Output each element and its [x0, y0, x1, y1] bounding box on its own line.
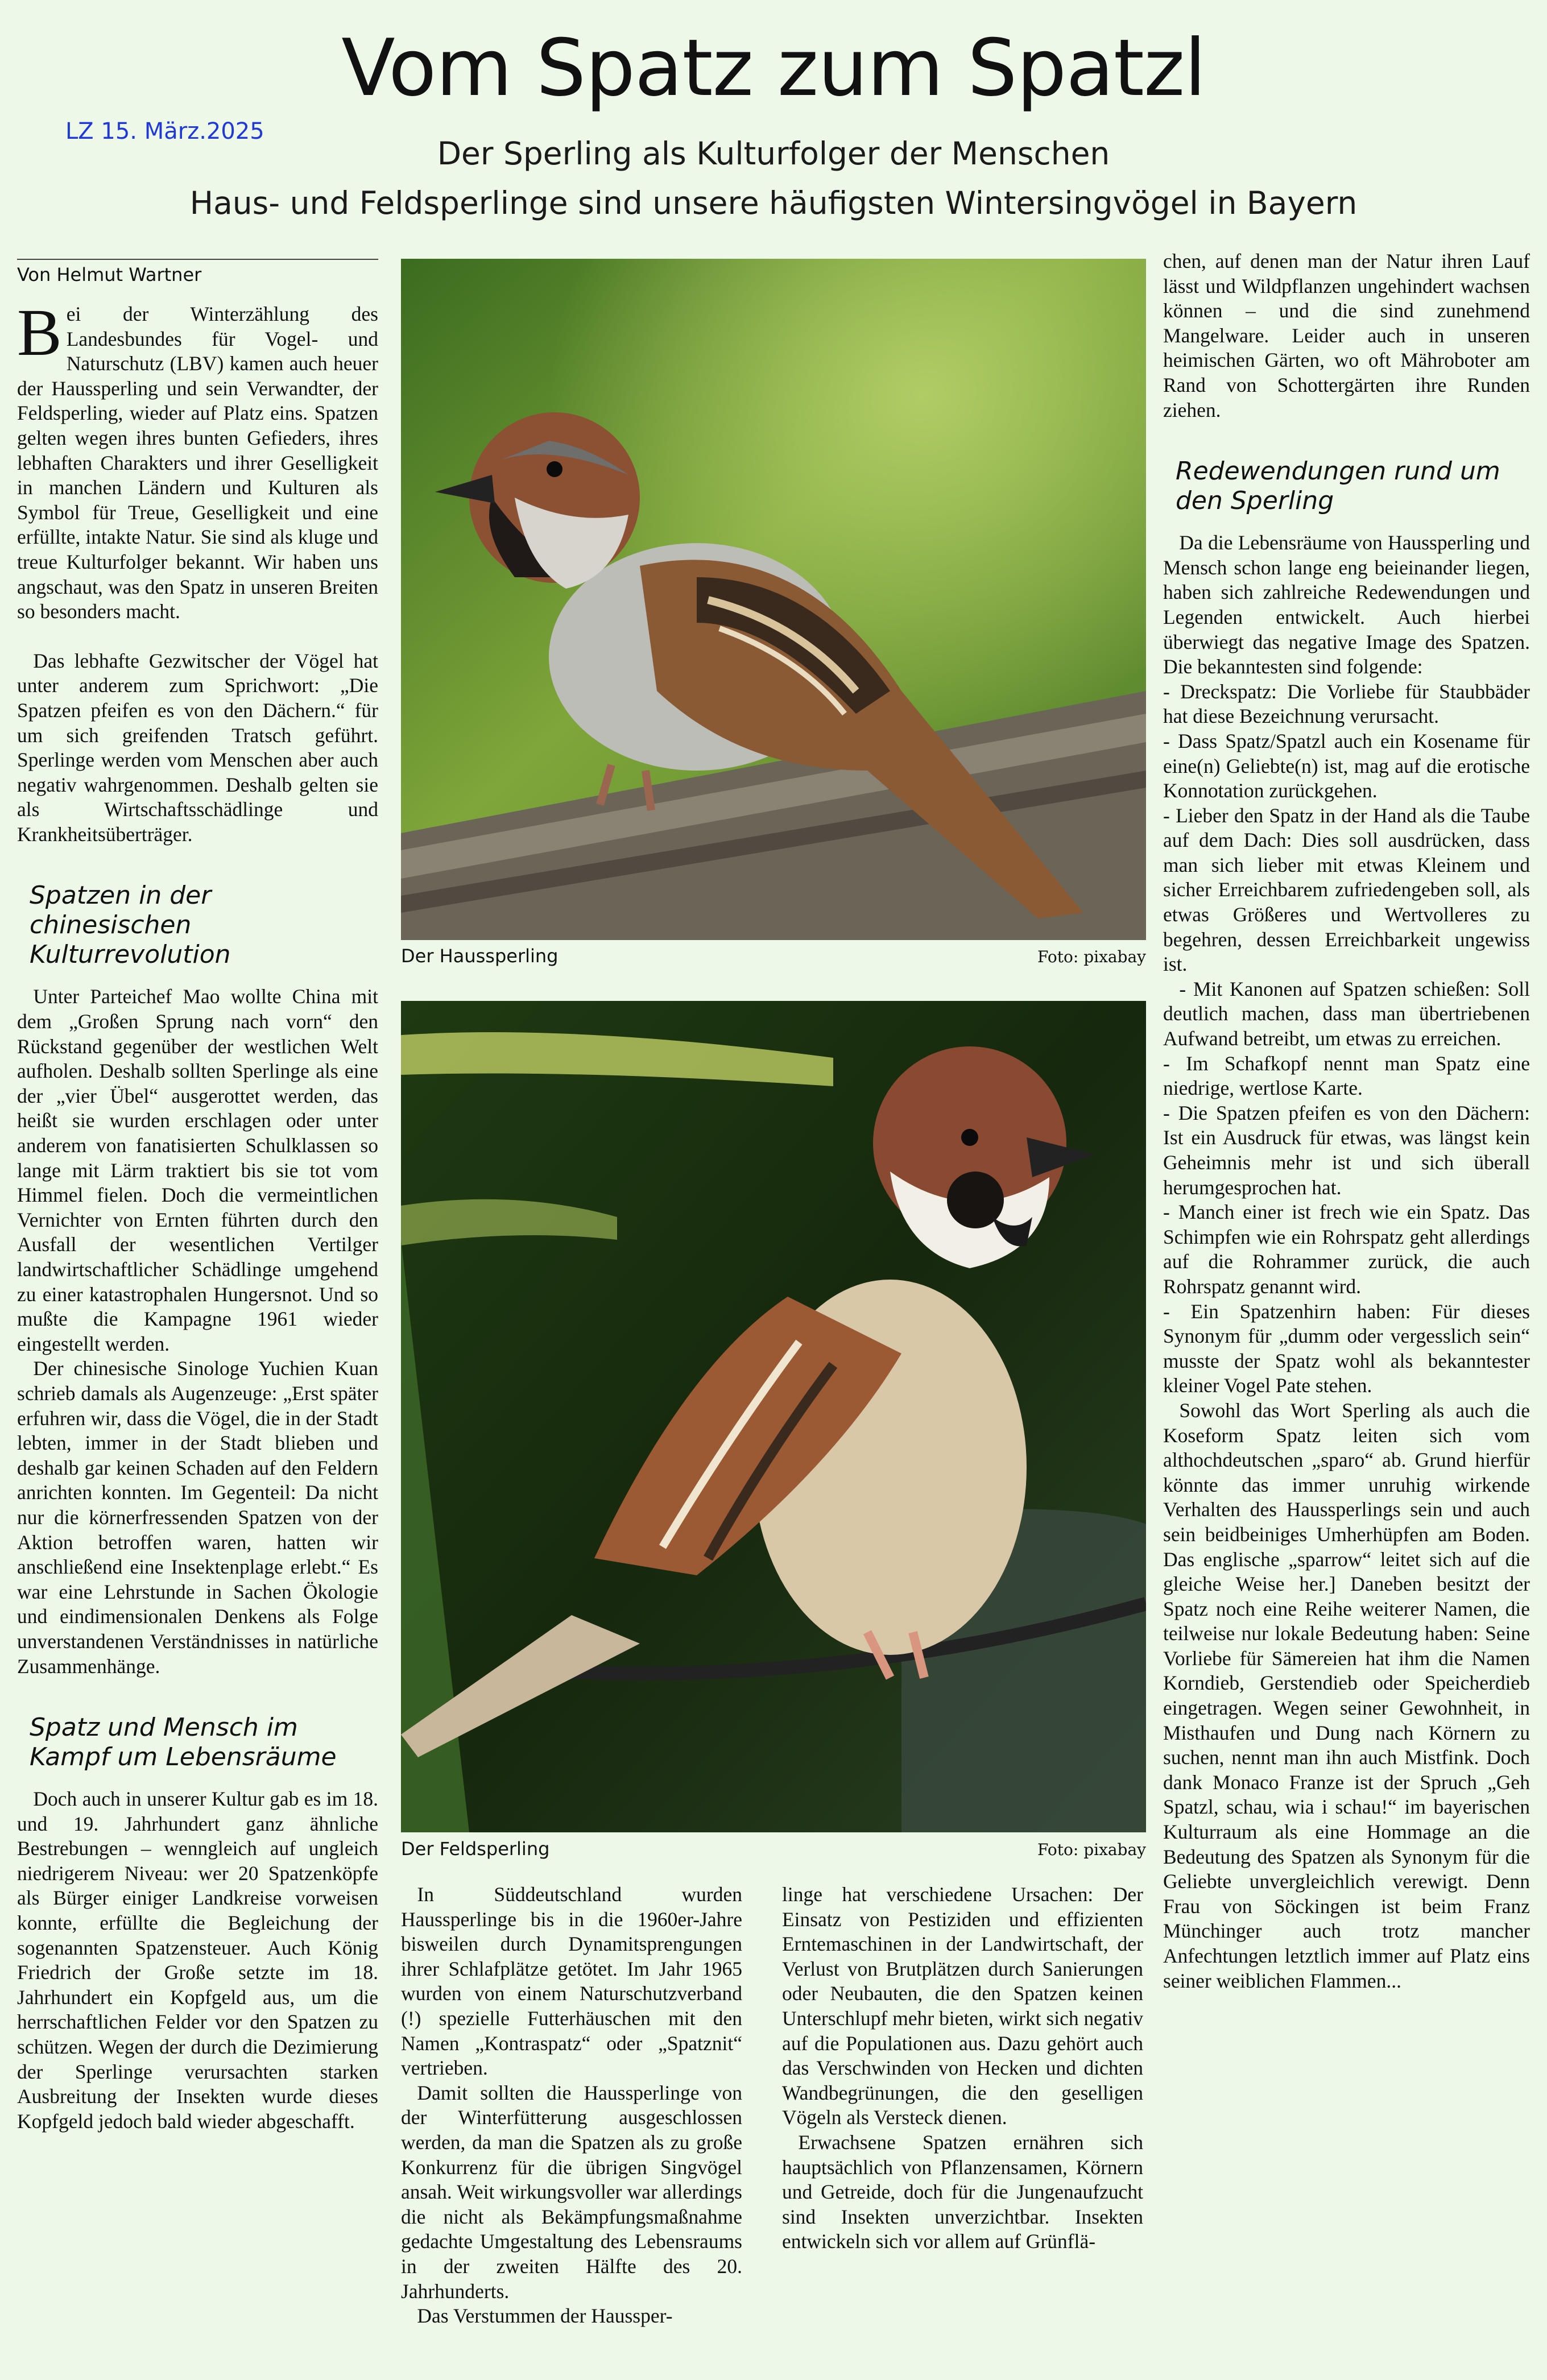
paragraph: Da die Lebensräume von Haussperling und Mensch schon lange eng beieinander liegen, haben sich zahlreiche Redewendungen und Legenden entwickelt. Auch hierbei überwiegt das negative Image des Spatzen. Die bekanntesten sind folgende: — [1163, 531, 1530, 678]
list-item: - Ein Spatzenhirn haben: Für dieses Synonym für „dumm oder vergesslich sein“ musste der Spatz wohl als bekanntester kleiner Vogel Pate stehen. — [1163, 1299, 1530, 1397]
photo-credit: Foto: pixabay — [1037, 1840, 1146, 1859]
paragraph: In Süddeutschland wurden Haussperlinge bis in die 1960er-Jahre bisweilen durch Dynamitsprengungen ihrer Schlafplätze getötet. Im Jahr 1965 wurden von einem Naturschutzverband (!) spezielle Futterhäuschen mit den Namen „Kontraspatz“ oder „Spatznit“ vertrieben. — [401, 1883, 742, 2080]
subheadline-1: Der Sperling als Kulturfolger der Menschen — [437, 135, 1110, 172]
paragraph: Unter Parteichef Mao wollte China mit dem „Großen Sprung nach vorn“ den Rückstand gegenüber der westlichen Welt aufholen. Deshalb sollten Sperlinge als eine der „vier Übel“ ausgerottet werden, das heißt sie wurden erschlagen oder unter anderem von fanatisierten Schulklassen so lange mit Lärm traktiert bis sie tot vom Himmel fielen. Doch die vermeintlichen Vernichter von Ernten führten durch den Ausfall der wesentlichen Vertilger landwirtschaftlicher Schädlinge umgehend zu einer katastrophalen Hungersnot. Und so mußte die Kampagne 1961 wieder eingestellt werden. — [17, 985, 378, 1355]
paragraph: Bei der Winterzählung des Landesbundes für Vogel- und Naturschutz (LBV) kamen auch heuer der Haussperling und sein Verwandter, der Feldsperling, wieder auf Platz eins. Spatzen gelten wegen ihres bunten Gefieders, ihres lebhaften Charakters und ihrer Geselligkeit in manchen Ländern und Kulturen als Symbol für Treue, Geselligkeit und eine erfüllte, intakte Natur. Sie sind als kluge und treue Kulturfolger bekannt. Wir haben uns angschaut, was den Spatz in unseren Breiten so besonders macht. — [17, 295, 378, 623]
section-heading: Spatzen in der chinesischen Kulturrevolution — [30, 881, 231, 970]
paragraph: Erwachsene Spatzen ernähren sich hauptsächlich von Pflanzensamen, Körnern und Getreide, doch für die Jungenaufzucht sind Insekten unverzichtbar. Insekten entwickeln sich vor allem auf Grünflä- — [782, 2130, 1143, 2253]
article-column-3 — [782, 1882, 1143, 2254]
photo-credit: Foto: pixabay — [1037, 947, 1146, 966]
list-item: - Mit Kanonen auf Spatzen schießen: Soll deutlich machen, dass man übertriebenen Aufwand betreibt, um etwas zu erreichen. — [1163, 977, 1530, 1050]
caption-text: Der Haussperling — [401, 945, 559, 967]
photo-caption — [401, 945, 1146, 967]
paragraph: Doch auch in unserer Kultur gab es im 18. und 19. Jahrhundert ganz ähnliche Bestrebungen – wenngleich auf ungleich niedrigerem Niveau: wer 20 Spatzenköpfe als Bürger einiger Landkreise vorweisen konnte, erfüllte die Begleichung der sogenannten Spatzensteuer. Auch König Friedrich der Große setzte im 18. Jahrhundert ein Kopfgeld aus, um die herrschaftlichen Felder vor den Spatzen zu schützen. Wegen der durch die Dezimierung der Sperlinge verursachten starken Ausbreitung der Insekten wurde dieses Kopfgeld jedoch bald wieder abgeschafft. — [17, 1787, 378, 2133]
issue-date: LZ 15. März.2025 — [65, 118, 264, 144]
sparrow-illustration-icon — [401, 1001, 1146, 1832]
subheadline-2: Haus- und Feldsperlinge sind unsere häufigsten Wintersingvögel in Bayern — [189, 185, 1358, 221]
paragraph: Der chinesische Sinologe Yuchien Kuan schrieb damals als Augenzeuge: „Erst später erfuhren wir, dass die Vögel, die in der Stadt lebten, immer in der Stadt blieben und deshalb gar keinen Schaden auf den Feldern anrichten konnten. Im Gegenteil: Da nicht nur die körnerfressenden Spatzen von der Aktion betroffen waren, hatten wir anschließend eine Insektenplage erlebt.“ Es war eine Lehrstunde in Sachen Ökologie und eindimensionalen Denkens als Folge unverstandenen Verständnisses in natürliche Zusammenhänge. — [17, 1357, 378, 1678]
paragraph: Das lebhafte Gezwitscher der Vögel hat unter anderem zum Sprichwort: „Die Spatzen pfeifen es von den Dächern.“ für um sich greifenden Tratsch geführt. Sperlinge werden vom Menschen aber auch negativ wahrgenommen. Deshalb gelten sie als Wirtschaftsschädlinge und Krankheitsüberträger. — [17, 649, 378, 846]
section-heading: Redewendungen rund um den Sperling — [1176, 457, 1500, 516]
list-item: - Die Spatzen pfeifen es von den Dächern: Ist ein Ausdruck für etwas, was längst kein Geheimnis mehr ist und sich überall herumgesprochen hat. — [1163, 1101, 1530, 1199]
byline: Von Helmut Wartner — [17, 259, 378, 286]
list-item: - Manch einer ist frech wie ein Spatz. Das Schimpfen wie ein Rohrspatz geht allerdings auf die Rohrammer zurück, die auch Rohrspatz genannt wird. — [1163, 1201, 1530, 1298]
headline: Vom Spatz zum Spatzl — [341, 22, 1206, 114]
paragraph: chen, auf denen man der Natur ihren Lauf lässt und Wildpflanzen ungehindert wachsen können – und die sind zunehmend Mangelware. Leider auch in unseren heimischen Gärten, wo oft Mähroboter am Rand von Schottergärten ihre Runden ziehen. — [1163, 250, 1530, 421]
article-column-2 — [401, 1882, 742, 2329]
paragraph: Das Verstummen der Haussper- — [417, 2304, 673, 2328]
drop-cap: B — [17, 295, 62, 370]
photo-tree-sparrow — [401, 1001, 1146, 1832]
list-item: - Dreckspatz: Die Vorliebe für Staubbäder hat diese Bezeichnung verursacht. — [1163, 680, 1530, 728]
photo-caption — [401, 1838, 1146, 1860]
section-heading: Spatz und Mensch im Kampf um Lebensräume — [30, 1713, 337, 1772]
article-column-4 — [1163, 249, 1530, 1993]
list-item: - Im Schafkopf nennt man Spatz eine niedrige, wertlose Karte. — [1163, 1052, 1530, 1100]
photo-house-sparrow — [401, 259, 1146, 940]
list-item: - Lieber den Spatz in der Hand als die Taube auf dem Dach: Dies soll ausdrücken, dass man sich lieber mit etwas Kleinem und sicher Erreichbarem zufriedengeben soll, als etwas Größeres und Wertvolleres zu begehren, dessen Erreichbarkeit ungewiss ist. — [1163, 804, 1530, 976]
paragraph: linge hat verschiedene Ursachen: Der Einsatz von Pestiziden und effizienten Erntemaschinen in der Landwirtschaft, der Verlust von Brutplätzen durch Sanierungen oder Neubauten, die den Spatzen keinen Unterschlupf mehr bieten, wirkt sich negativ auf die Populationen aus. Dazu gehört auch das Verschwinden von Hecken und dichten Wandbegrünungen, die den geselligen Vögeln als Versteck dienen. — [782, 1883, 1143, 2129]
caption-text: Der Feldsperling — [401, 1838, 550, 1860]
sparrow-illustration-icon — [401, 259, 1146, 940]
list-item: - Dass Spatz/Spatzl auch ein Kosename für eine(n) Geliebte(n) ist, mag auf die erotische Konnotation zurückgehen. — [1163, 729, 1530, 802]
article-column-1 — [17, 259, 378, 2134]
paragraph: Damit sollten die Haussperlinge von der Winterfütterung ausgeschlossen werden, da man die Spatzen als zu große Konkurrenz für die übrigen Singvögel ansah. Weit wirkungsvoller war allerdings die nicht als Bekämpfungsmaßnahme gedachte Umgestaltung des Lebensraums in der zweiten Hälfte des 20. Jahrhunderts. — [401, 2081, 742, 2303]
paragraph: Sowohl das Wort Sperling als auch die Koseform Spatz leiten sich vom althochdeutschen „sparo“ ab. Grund hierfür könnte das immer unruhig wirkende Verhalten des Haussperlings sein und auch sein beidbeiniges Umherhüpfen am Boden. Das englische „sparrow“ leitet sich auf die gleiche Weise her.] Daneben besitzt der Spatz noch eine Reihe weiterer Namen, die teilweise nur lokale Bedeutung haben: Seine Vorliebe für Sämereien hat ihm die Namen Korndieb, Gerstendieb oder Speicherdieb eingetragen. Wegen seiner Gewohnheit, in Misthaufen und Dung nach Körnern zu suchen, nennt man ihn auch Mistfink. Doch dank Monaco Franze ist der Spruch „Geh Spatzl, schau, wia i schau!“ im bayerischen Kulturraum als eine Hommage an die Bedeutung des Spatzen als Synonym für die Geliebte unvergleichlich verewigt. Denn Frau von Söckingen ist beim Franz Münchinger auch trotz mancher Anfechtungen letztlich immer auf Platz eins seiner weiblichen Flammen... — [1163, 1398, 1530, 1992]
